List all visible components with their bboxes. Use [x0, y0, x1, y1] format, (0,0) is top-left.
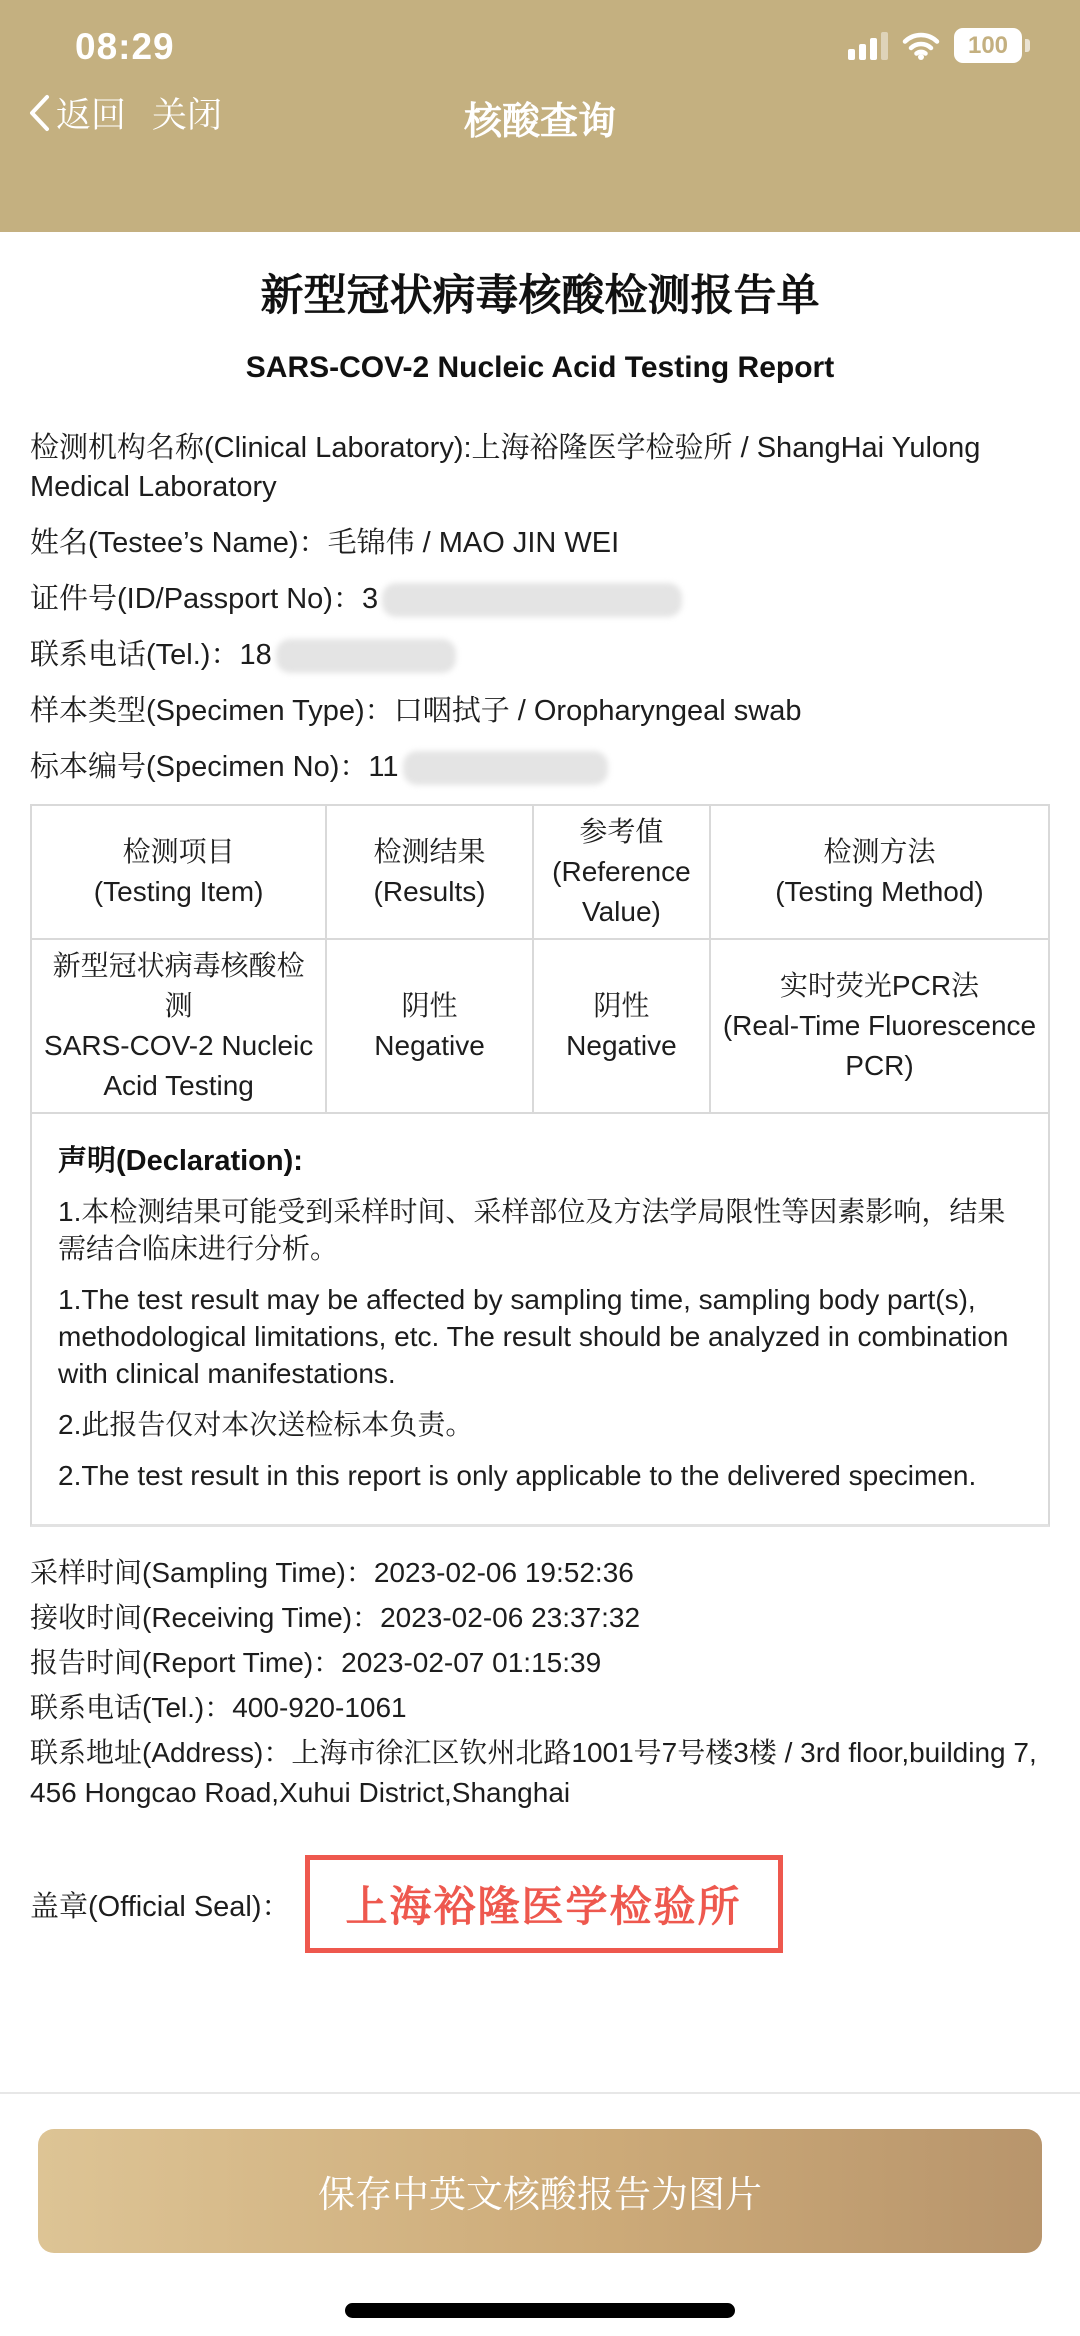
cell-method: 实时荧光PCR法 (Real-Time Fluorescence PCR) — [710, 939, 1049, 1113]
redacted-tel-value — [276, 639, 456, 673]
patient-info-block — [30, 429, 1050, 787]
meta-tel: 联系电话(Tel.)：400-920-1061 — [30, 1692, 407, 1723]
meta-address: 联系地址(Address)：上海市徐汇区钦州北路1001号7号楼3楼 / 3rd floor,building 7, 456 Hongcao Road,Xuhui District,Shanghai — [30, 1737, 1037, 1808]
status-icons — [848, 28, 1022, 63]
status-time: 08:29 — [75, 26, 175, 67]
report-meta-block — [30, 1553, 1050, 1813]
meta-receiving-time: 接收时间(Receiving Time)：2023-02-06 23:37:32 — [30, 1602, 641, 1633]
declaration-item: 2.此报告仅对本次送检标本负责。 — [58, 1409, 474, 1440]
back-label: 返回 — [56, 96, 127, 135]
table-row — [31, 939, 1049, 1113]
save-report-button[interactable]: 保存中英文核酸报告为图片 — [38, 2129, 1042, 2253]
wifi-icon — [902, 32, 940, 60]
declaration-heading: 声明(Declaration): — [58, 1145, 303, 1177]
redacted-id-value — [382, 583, 682, 617]
info-line-laboratory: 检测机构名称(Clinical Laboratory):上海裕隆医学检验所 / ShangHai Yulong Medical Laboratory — [30, 432, 981, 503]
report-page — [0, 232, 1080, 2092]
cell-testing-item: 新型冠状病毒核酸检测 SARS-COV-2 Nucleic Acid Testing — [31, 939, 326, 1113]
table-header-row — [31, 805, 1049, 939]
info-line-specimen-type: 样本类型(Specimen Type)：口咽拭子 / Oropharyngeal swab — [30, 695, 802, 727]
page-title: 核酸查询 — [463, 101, 616, 143]
seal-text: 上海裕隆医学检验所 — [345, 1883, 742, 1930]
header-reference-value: 参考值 (Reference Value) — [533, 805, 710, 939]
declaration-box — [30, 1114, 1050, 1527]
info-line-id: 证件号(ID/Passport No)：3 — [30, 580, 1050, 619]
header-testing-method: 检测方法 (Testing Method) — [710, 805, 1049, 939]
header-results: 检测结果 (Results) — [326, 805, 533, 939]
battery-icon — [954, 28, 1022, 63]
declaration-item: 2.The test result in this report is only applicable to the delivered specimen. — [58, 1460, 977, 1491]
app-header — [0, 0, 1080, 232]
info-line-name: 姓名(Testee’s Name)：毛锦伟 / MAO JIN WEI — [30, 527, 620, 559]
result-table — [30, 804, 1050, 1114]
battery-percentage: 100 — [967, 31, 1009, 59]
status-bar — [0, 20, 1080, 72]
seal-label: 盖章(Official Seal)： — [30, 1890, 291, 1923]
redacted-specimen-no-value — [403, 751, 608, 785]
info-line-specimen-no: 标本编号(Specimen No)：11 — [30, 748, 1050, 787]
cell-reference: 阴性 Negative — [533, 939, 710, 1113]
close-button[interactable]: 关闭 — [152, 96, 223, 135]
header-testing-item: 检测项目 (Testing Item) — [31, 805, 326, 939]
home-indicator[interactable] — [345, 2303, 735, 2318]
declaration-item: 1.The test result may be affected by sampling time, sampling body part(s), methodological limitations, etc. The result should be analyzed in combination with clinical manifestations. — [58, 1284, 1009, 1389]
cell-result: 阴性 Negative — [326, 939, 533, 1113]
meta-report-time: 报告时间(Report Time)：2023-02-07 01:15:39 — [30, 1647, 602, 1678]
info-line-tel: 联系电话(Tel.)：18 — [30, 636, 1050, 675]
nav-bar — [0, 88, 1080, 148]
report-title-en: SARS-COV-2 Nucleic Acid Testing Report — [245, 351, 835, 384]
cellular-signal-icon — [848, 32, 888, 60]
official-seal-stamp — [305, 1855, 783, 1953]
official-seal-row — [30, 1855, 1050, 1953]
report-title-cn: 新型冠状病毒核酸检测报告单 — [260, 272, 820, 320]
meta-sampling-time: 采样时间(Sampling Time)：2023-02-06 19:52:36 — [30, 1557, 634, 1588]
declaration-item: 1.本检测结果可能受到采样时间、采样部位及方法学局限性等因素影响，结果需结合临床进行分析。 — [58, 1196, 1006, 1264]
bottom-action-bar — [0, 2092, 1080, 2336]
